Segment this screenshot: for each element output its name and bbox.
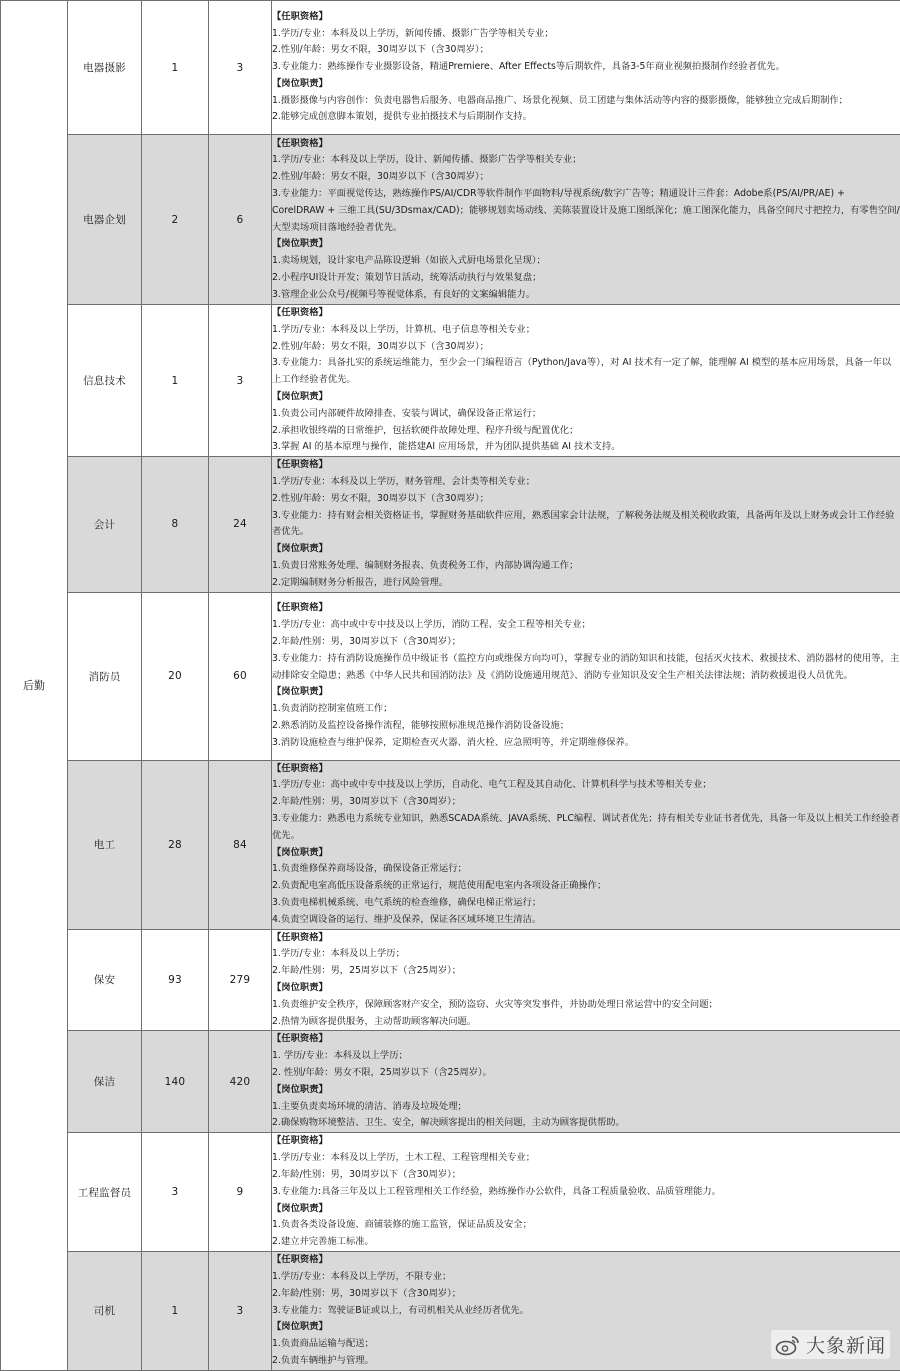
job-requirements [272,1133,900,1252]
section-heading: 【岗位职责】 [272,1082,900,1099]
requirement-line: 3.专业能力：具备扎实的系统运维能力，至少会一门编程语言（Python/Java等），对 AI 技术有一定了解，能理解 AI 模型的基本应用场景，具备一年以上工作经验者优先。 [272,355,900,389]
section-heading: 【任职资格】 [272,600,900,617]
section-heading: 【岗位职责】 [272,845,900,862]
job-requirements [272,457,900,592]
weibo-icon [775,1334,801,1356]
requirement-line: 1.学历/专业：本科及以上学历，计算机、电子信息等相关专业； [272,322,900,339]
interview-ratio: 84 [209,760,272,929]
requirement-line: 2.性别/年龄：男女不限，30周岁以下（含30周岁）； [272,491,900,508]
requirement-line: 2. 性别/年龄：男女不限，25周岁以下（含25周岁）。 [272,1065,900,1082]
hire-count: 28 [142,760,209,929]
job-title: 电器企划 [68,135,142,305]
job-requirements [272,760,900,929]
job-row [1,929,900,1031]
job-row [1,1133,900,1252]
interview-ratio: 24 [209,457,272,592]
interview-ratio: 3 [209,1251,272,1370]
requirement-line: 2.年龄/性别：男，30周岁以下（含30周岁）； [272,794,900,811]
requirement-line: 2.年龄/性别：男，30周岁以下（含30周岁）； [272,634,900,651]
hire-count: 20 [142,592,209,760]
hire-count: 2 [142,135,209,305]
job-row [1,1251,900,1370]
requirement-line: 3.专业能力：持有消防设施操作员中级证书（监控方向或维保方向均可），掌握专业的消防知识和技能，包括灭火技术、救援技术、消防器材的使用等，主动排除安全隐患；熟悉《中华人民共和国消防法》及《消防设施通用规范》、消防专业知识及安全生产相关法律法规；消防救援退役人员优先。 [272,651,900,685]
job-requirements [272,1,900,135]
requirement-line: 1.负责维护安全秩序，保障顾客财产安全，预防盗窃、火灾等突发事件，并协助处理日常运营中的安全问题； [272,997,900,1014]
requirement-line: 3.管理企业公众号/视频号等视觉体系，有良好的文案编辑能力。 [272,287,900,304]
job-title: 工程监督员 [68,1133,142,1252]
hire-count: 140 [142,1031,209,1133]
watermark-text: 大象新闻 [806,1331,886,1358]
requirement-line: 3.专业能力：持有财会相关资格证书，掌握财务基础软件应用，熟悉国家会计法规，了解税务法规及相关税收政策，具备两年及以上财务或会计工作经验者优先。 [272,508,900,542]
requirement-line: 2.确保购物环境整洁、卫生、安全，解决顾客提出的相关问题，主动为顾客提供帮助。 [272,1115,900,1132]
section-heading: 【岗位职责】 [272,684,900,701]
section-heading: 【岗位职责】 [272,76,900,93]
job-row [1,760,900,929]
requirement-line: 2.年龄/性别：男，30周岁以下（含30周岁）； [272,1167,900,1184]
section-heading: 【任职资格】 [272,1252,900,1269]
requirement-line: 3.专业能力:具备三年及以上工程管理相关工作经验，熟练操作办公软件，具备工程质量验收、品质管理能力。 [272,1184,900,1201]
section-heading: 【岗位职责】 [272,1319,900,1336]
requirement-line: 1.学历/专业：本科及以上学历，土木工程、工程管理相关专业； [272,1150,900,1167]
requirement-line: 2.负责配电室高低压设备系统的正常运行，规范使用配电室内各项设备正确操作； [272,878,900,895]
requirement-line: 2.负责车辆维护与管理。 [272,1353,900,1370]
requirement-line: 3.专业能力：驾驶证B证或以上，有司机相关从业经历者优先。 [272,1303,900,1320]
hire-count: 3 [142,1133,209,1252]
job-row [1,592,900,760]
job-title: 信息技术 [68,305,142,457]
job-title: 保安 [68,929,142,1031]
interview-ratio: 3 [209,1,272,135]
requirement-line: 3.专业能力：熟悉电力系统专业知识，熟悉SCADA系统、JAVA系统、PLC编程、调试者优先；持有相关专业证书者优先，具备一年及以上相关工作经验者优先。 [272,811,900,845]
requirement-line: 2.能够完成创意脚本策划，提供专业拍摄技术与后期制作支持。 [272,109,900,126]
section-heading: 【任职资格】 [272,136,900,153]
requirement-line: 1.负责公司内部硬件故障排查、安装与调试，确保设备正常运行； [272,406,900,423]
section-heading: 【任职资格】 [272,9,900,26]
hire-count: 1 [142,1,209,135]
requirement-line: 1.学历/专业：高中或中专中技及以上学历，消防工程、安全工程等相关专业； [272,617,900,634]
hire-count: 93 [142,929,209,1031]
section-heading: 【任职资格】 [272,761,900,778]
job-requirements [272,305,900,457]
requirement-line: 1.负责维修保养商场设备，确保设备正常运行； [272,861,900,878]
requirement-line: 2.熟悉消防及监控设备操作流程，能够按照标准规范操作消防设备设施； [272,718,900,735]
section-heading: 【岗位职责】 [272,980,900,997]
requirement-line: 1.学历/专业：高中或中专中技及以上学历，自动化、电气工程及其自动化、计算机科学与技术等相关专业； [272,777,900,794]
requirement-line: 4.负责空调设备的运行、维护及保养，保证各区域环境卫生清洁。 [272,912,900,929]
requirement-line: 1.负责各类设备设施、商铺装修的施工监管，保证品质及安全； [272,1217,900,1234]
requirement-line: 1.学历/专业：本科及以上学历，设计、新闻传播、摄影广告学等相关专业； [272,152,900,169]
job-row [1,1031,900,1133]
requirement-line: 1.学历/专业：本科及以上学历； [272,946,900,963]
job-title: 电工 [68,760,142,929]
requirement-line: 1. 学历/专业：本科及以上学历； [272,1048,900,1065]
job-row [1,305,900,457]
job-row [1,457,900,592]
job-table-body [1,1,900,1371]
requirement-line: 1.主要负责卖场环境的清洁、消毒及垃圾处理； [272,1099,900,1116]
section-heading: 【任职资格】 [272,930,900,947]
requirement-line: 2.承担收银终端的日常维护，包括软硬件故障处理、程序升级与配置优化； [272,423,900,440]
section-heading: 【岗位职责】 [272,541,900,558]
hire-count: 1 [142,305,209,457]
requirement-line: 2.性别/年龄：男女不限，30周岁以下（含30周岁）； [272,339,900,356]
job-row [1,1,900,135]
hire-count: 8 [142,457,209,592]
requirement-line: 3.负责电梯机械系统、电气系统的检查维修，确保电梯正常运行； [272,895,900,912]
interview-ratio: 3 [209,305,272,457]
job-title: 消防员 [68,592,142,760]
requirement-line: 2.性别/年龄：男女不限，30周岁以下（含30周岁）； [272,169,900,186]
job-requirements [272,1031,900,1133]
section-heading: 【岗位职责】 [272,1201,900,1218]
interview-ratio: 60 [209,592,272,760]
hire-count: 1 [142,1251,209,1370]
interview-ratio: 420 [209,1031,272,1133]
requirement-line: 1.学历/专业：本科及以上学历，新闻传播、摄影广告学等相关专业； [272,26,900,43]
section-heading: 【岗位职责】 [272,389,900,406]
requirement-line: 3.消防设施检查与维护保养，定期检查灭火器、消火栓、应急照明等，并定期维修保养。 [272,735,900,752]
requirement-line: 1.学历/专业：本科及以上学历，财务管理、会计类等相关专业； [272,474,900,491]
requirement-line: 1.负责日常账务处理、编制财务报表、负责税务工作，内部协调沟通工作； [272,558,900,575]
interview-ratio: 279 [209,929,272,1031]
requirement-line: 1.卖场规划，设计家电产品陈设逻辑（如嵌入式厨电场景化呈现）； [272,253,900,270]
section-heading: 【任职资格】 [272,1031,900,1048]
department-cell: 后勤 [1,1,68,1371]
section-heading: 【岗位职责】 [272,236,900,253]
job-row [1,135,900,305]
interview-ratio: 6 [209,135,272,305]
job-title: 会计 [68,457,142,592]
interview-ratio: 9 [209,1133,272,1252]
watermark [771,1330,890,1359]
job-requirements [272,929,900,1031]
requirement-line: 1.学历/专业：本科及以上学历，不限专业； [272,1269,900,1286]
job-title: 保洁 [68,1031,142,1133]
requirement-line: 1.摄影摄像与内容创作：负责电器售后服务、电器商品推广、场景化视频、员工团建与集体活动等内容的摄影摄像，能够独立完成后期制作； [272,93,900,110]
requirement-line: 2.性别/年龄：男女不限，30周岁以下（含30周岁）； [272,42,900,59]
section-heading: 【任职资格】 [272,1133,900,1150]
requirement-line: 2.年龄/性别：男，25周岁以下（含25周岁）； [272,963,900,980]
section-heading: 【任职资格】 [272,305,900,322]
requirement-line: 2.年龄/性别：男，30周岁以下（含30周岁）； [272,1286,900,1303]
requirement-line: 3.专业能力：熟练操作专业摄影设备，精通Premiere、After Effects等后期软件，具备3-5年商业视频拍摄制作经验者优先。 [272,59,900,76]
requirement-line: 3.专业能力：平面视觉传达，熟练操作PS/AI/CDR等软件制作平面物料/导视系统/数字广告等；精通设计三件套：Adobe系(PS/AI/PR/AE) + CorelDRAW + 三维工具(SU/3Dsmax/CAD)；能够规划卖场动线、美陈装置设计及施工图纸深化；施工图深化能力，具备空间尺寸把控力，有零售空间/大型卖场项目落地经验者优先。 [272,186,900,236]
job-title: 电器摄影 [68,1,142,135]
section-heading: 【任职资格】 [272,457,900,474]
requirement-line: 2.建立并完善施工标准。 [272,1234,900,1251]
job-title: 司机 [68,1251,142,1370]
requirement-line: 1.负责消防控制室值班工作； [272,701,900,718]
requirement-line: 1.负责商品运输与配送； [272,1336,900,1353]
job-requirements [272,135,900,305]
requirement-line: 2.小程序UI设计开发；策划节日活动，统筹活动执行与效果复盘； [272,270,900,287]
requirement-line: 3.掌握 AI 的基本原理与操作，能搭建AI 应用场景，并为团队提供基础 AI 技术支持。 [272,439,900,456]
job-requirements [272,592,900,760]
requirement-line: 2.定期编制财务分析报告，进行风险管理。 [272,575,900,592]
requirement-line: 2.热情为顾客提供服务，主动帮助顾客解决问题。 [272,1014,900,1031]
